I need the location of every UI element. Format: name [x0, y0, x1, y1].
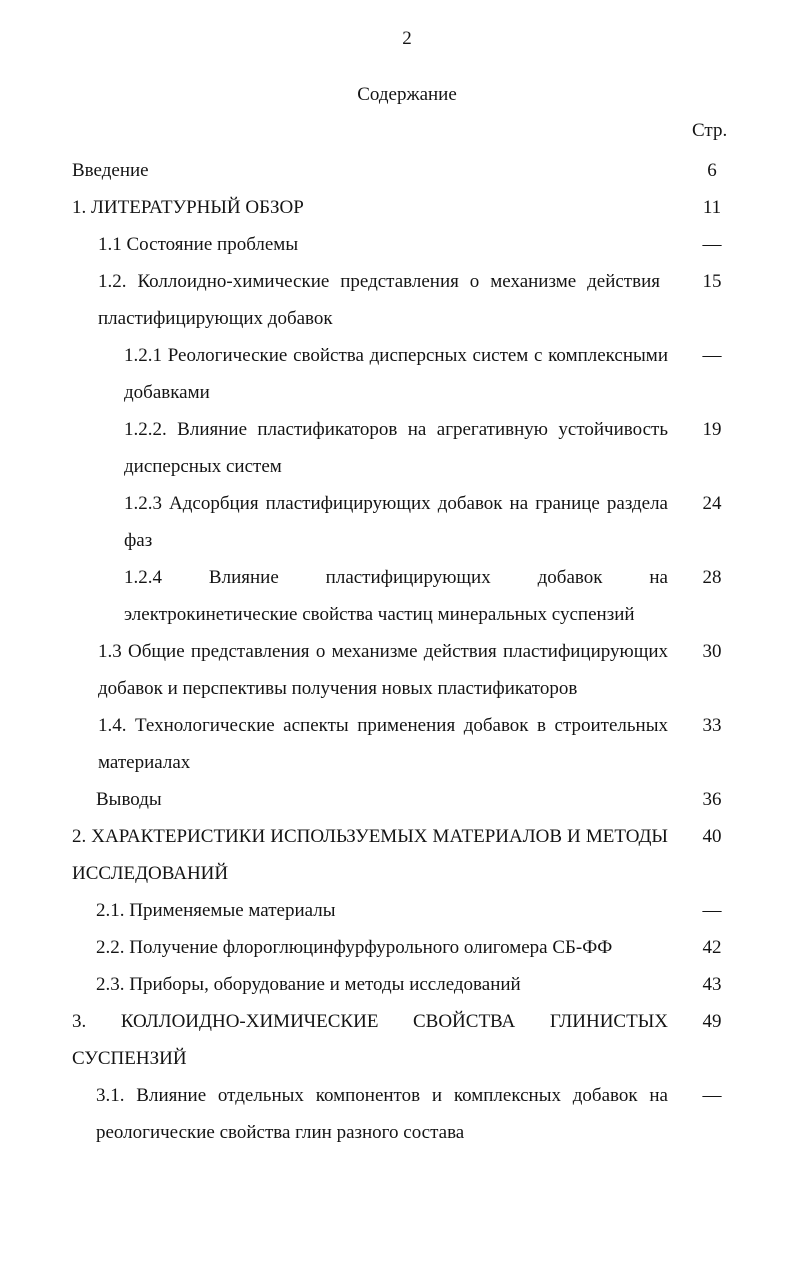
toc-entry-page: — [702, 1085, 722, 1106]
toc-entry-1-3 [0, 633, 794, 707]
toc-entry-page: — [702, 234, 722, 255]
toc-entry-page: 6 [707, 160, 717, 181]
toc-entry-conclusions [0, 781, 794, 818]
toc-entry-3-1 [0, 1077, 794, 1151]
toc-entry-text: 3. КОЛЛОИДНО-ХИМИЧЕСКИЕ СВОЙСТВА ГЛИНИСТЫХ СУСПЕНЗИЙ [72, 1011, 668, 1069]
toc-entry-text: 2. ХАРАКТЕРИСТИКИ ИСПОЛЬЗУЕМЫХ МАТЕРИАЛОВ И МЕТОДЫ ИССЛЕДОВАНИЙ [72, 826, 668, 884]
toc-entry-page: 43 [702, 974, 722, 995]
toc-entry-page: 15 [702, 271, 722, 292]
toc-entry-page: 40 [702, 826, 722, 847]
toc-entry-page: 28 [702, 567, 722, 588]
toc-entry-text: Выводы [96, 789, 162, 810]
toc-entry-page: 30 [702, 641, 722, 662]
toc-entry-page: 42 [702, 937, 722, 958]
toc-entry-text: 1.3 Общие представления о механизме действия пластифицирующих добавок и перспективы получения новых пластификаторов [98, 641, 668, 699]
toc-entry-introduction [0, 152, 794, 189]
toc-entry-text: 2.2. Получение флороглюцинфурфурольного олигомера СБ-ФФ [96, 937, 613, 958]
toc-entry-text: 2.1. Применяемые материалы [96, 900, 336, 921]
toc-title: Содержание [357, 84, 457, 105]
toc-entry-page: 36 [702, 789, 722, 810]
toc-entry-1-2 [0, 263, 794, 337]
toc-entry-1-1 [0, 226, 794, 263]
toc-entry-text: 3.1. Влияние отдельных компонентов и комплексных добавок на реологические свойства глин разного состава [96, 1085, 668, 1143]
toc-entry-text: 1.2.2. Влияние пластификаторов на агрегативную устойчивость дисперсных систем [124, 419, 668, 477]
toc-entry-text: 1. ЛИТЕРАТУРНЫЙ ОБЗОР [72, 197, 304, 218]
toc-entry-text: Введение [72, 160, 149, 181]
table-of-contents [0, 152, 794, 1151]
page-column-header: Стр. [692, 120, 728, 141]
toc-entry-page: 33 [702, 715, 722, 736]
toc-entry-page: — [702, 345, 722, 366]
toc-entry-page: 49 [702, 1011, 722, 1032]
toc-entry-chapter-2 [0, 818, 794, 892]
toc-entry-page: — [702, 900, 722, 921]
toc-entry-text: 1.1 Состояние проблемы [98, 234, 299, 255]
page-number: 2 [402, 28, 412, 49]
toc-entry-1-4 [0, 707, 794, 781]
toc-entry-1-2-1 [0, 337, 794, 411]
toc-entry-2-1 [0, 892, 794, 929]
toc-entry-chapter-3 [0, 1003, 794, 1077]
toc-entry-1-2-3 [0, 485, 794, 559]
toc-entry-text: 2.3. Приборы, оборудование и методы исследований [96, 974, 521, 995]
toc-entry-page: 11 [702, 197, 722, 218]
toc-entry-text: 1.2.3 Адсорбция пластифицирующих добавок на границе раздела фаз [124, 493, 668, 551]
toc-entry-text: 1.2. Коллоидно-химические представления о механизме действия пластифицирующих добавок [98, 271, 660, 329]
toc-entry-2-2 [0, 929, 794, 966]
toc-entry-text: 1.4. Технологические аспекты применения добавок в строительных материалах [98, 715, 668, 773]
toc-entry-text: 1.2.1 Реологические свойства дисперсных систем с комплексными добавками [124, 345, 668, 403]
toc-entry-chapter-1 [0, 189, 794, 226]
toc-entry-page: 24 [702, 493, 722, 514]
toc-entry-1-2-2 [0, 411, 794, 485]
toc-entry-text: 1.2.4 Влияние пластифицирующих добавок на электрокинетические свойства частиц минеральных суспензий [124, 567, 668, 625]
toc-entry-2-3 [0, 966, 794, 1003]
toc-entry-page: 19 [702, 419, 722, 440]
toc-entry-1-2-4 [0, 559, 794, 633]
